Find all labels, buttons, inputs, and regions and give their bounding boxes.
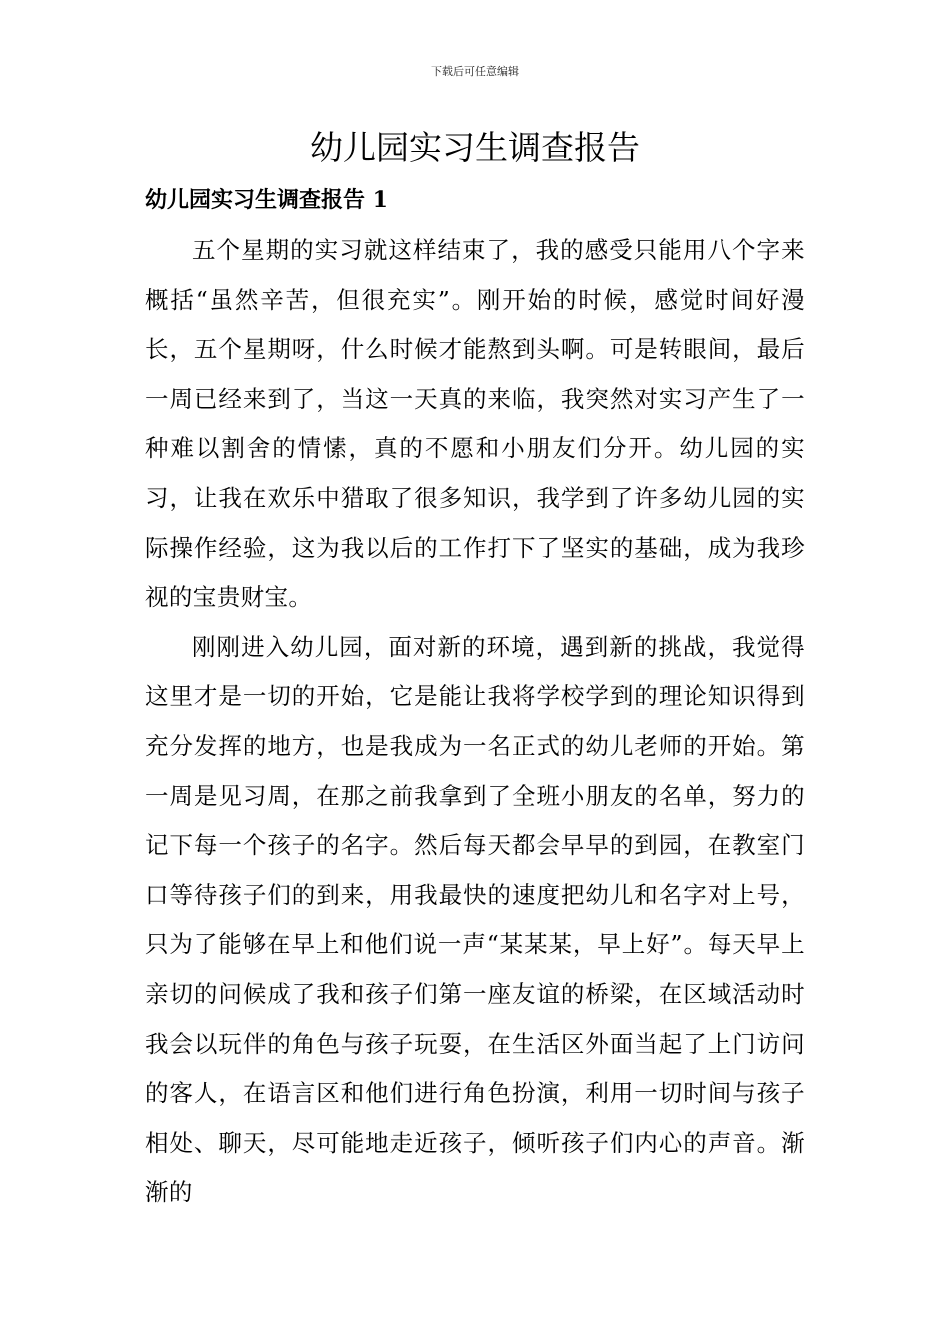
document-body <box>145 226 805 1218</box>
paragraph: 刚刚进入幼儿园，面对新的环境，遇到新的挑战，我觉得这里才是一切的开始，它是能让我将学校学到的理论知识得到充分发挥的地方，也是我成为一名正式的幼儿老师的开始。第一周是见习周，在那之前我拿到了全班小朋友的名单，努力的记下每一个孩子的名字。然后每天都会早早的到园，在教室门口等待孩子们的到来，用我最快的速度把幼儿和名字对上号，只为了能够在早上和他们说一声“某某某，早上好”。每天早上亲切的问候成了我和孩子们第一座友谊的桥梁，在区域活动时我会以玩伴的角色与孩子玩耍，在生活区外面当起了上门访问的客人，在语言区和他们进行角色扮演，利用一切时间与孩子相处、聊天，尽可能地走近孩子，倾听孩子们内心的声音。渐渐的 <box>145 632 805 1207</box>
document-title: 幼儿园实习生调查报告 <box>310 128 640 167</box>
paragraph: 五个星期的实习就这样结束了，我的感受只能用八个字来概括“虽然辛苦，但很充实”。刚开始的时候，感觉时间好漫长，五个星期呀，什么时候才能熬到头啊。可是转眼间，最后一周已经来到了，当这一天真的来临，我突然对实习产生了一种难以割舍的情愫，真的不愿和小朋友们分开。幼儿园的实习，让我在欢乐中猎取了很多知识，我学到了许多幼儿园的实际操作经验，这为我以后的工作打下了坚实的基础，成为我珍视的宝贵财宝。 <box>145 236 805 612</box>
section-subtitle: 幼儿园实习生调查报告 1 <box>145 187 388 213</box>
header-note: 下载后可任意编辑 <box>431 65 519 78</box>
